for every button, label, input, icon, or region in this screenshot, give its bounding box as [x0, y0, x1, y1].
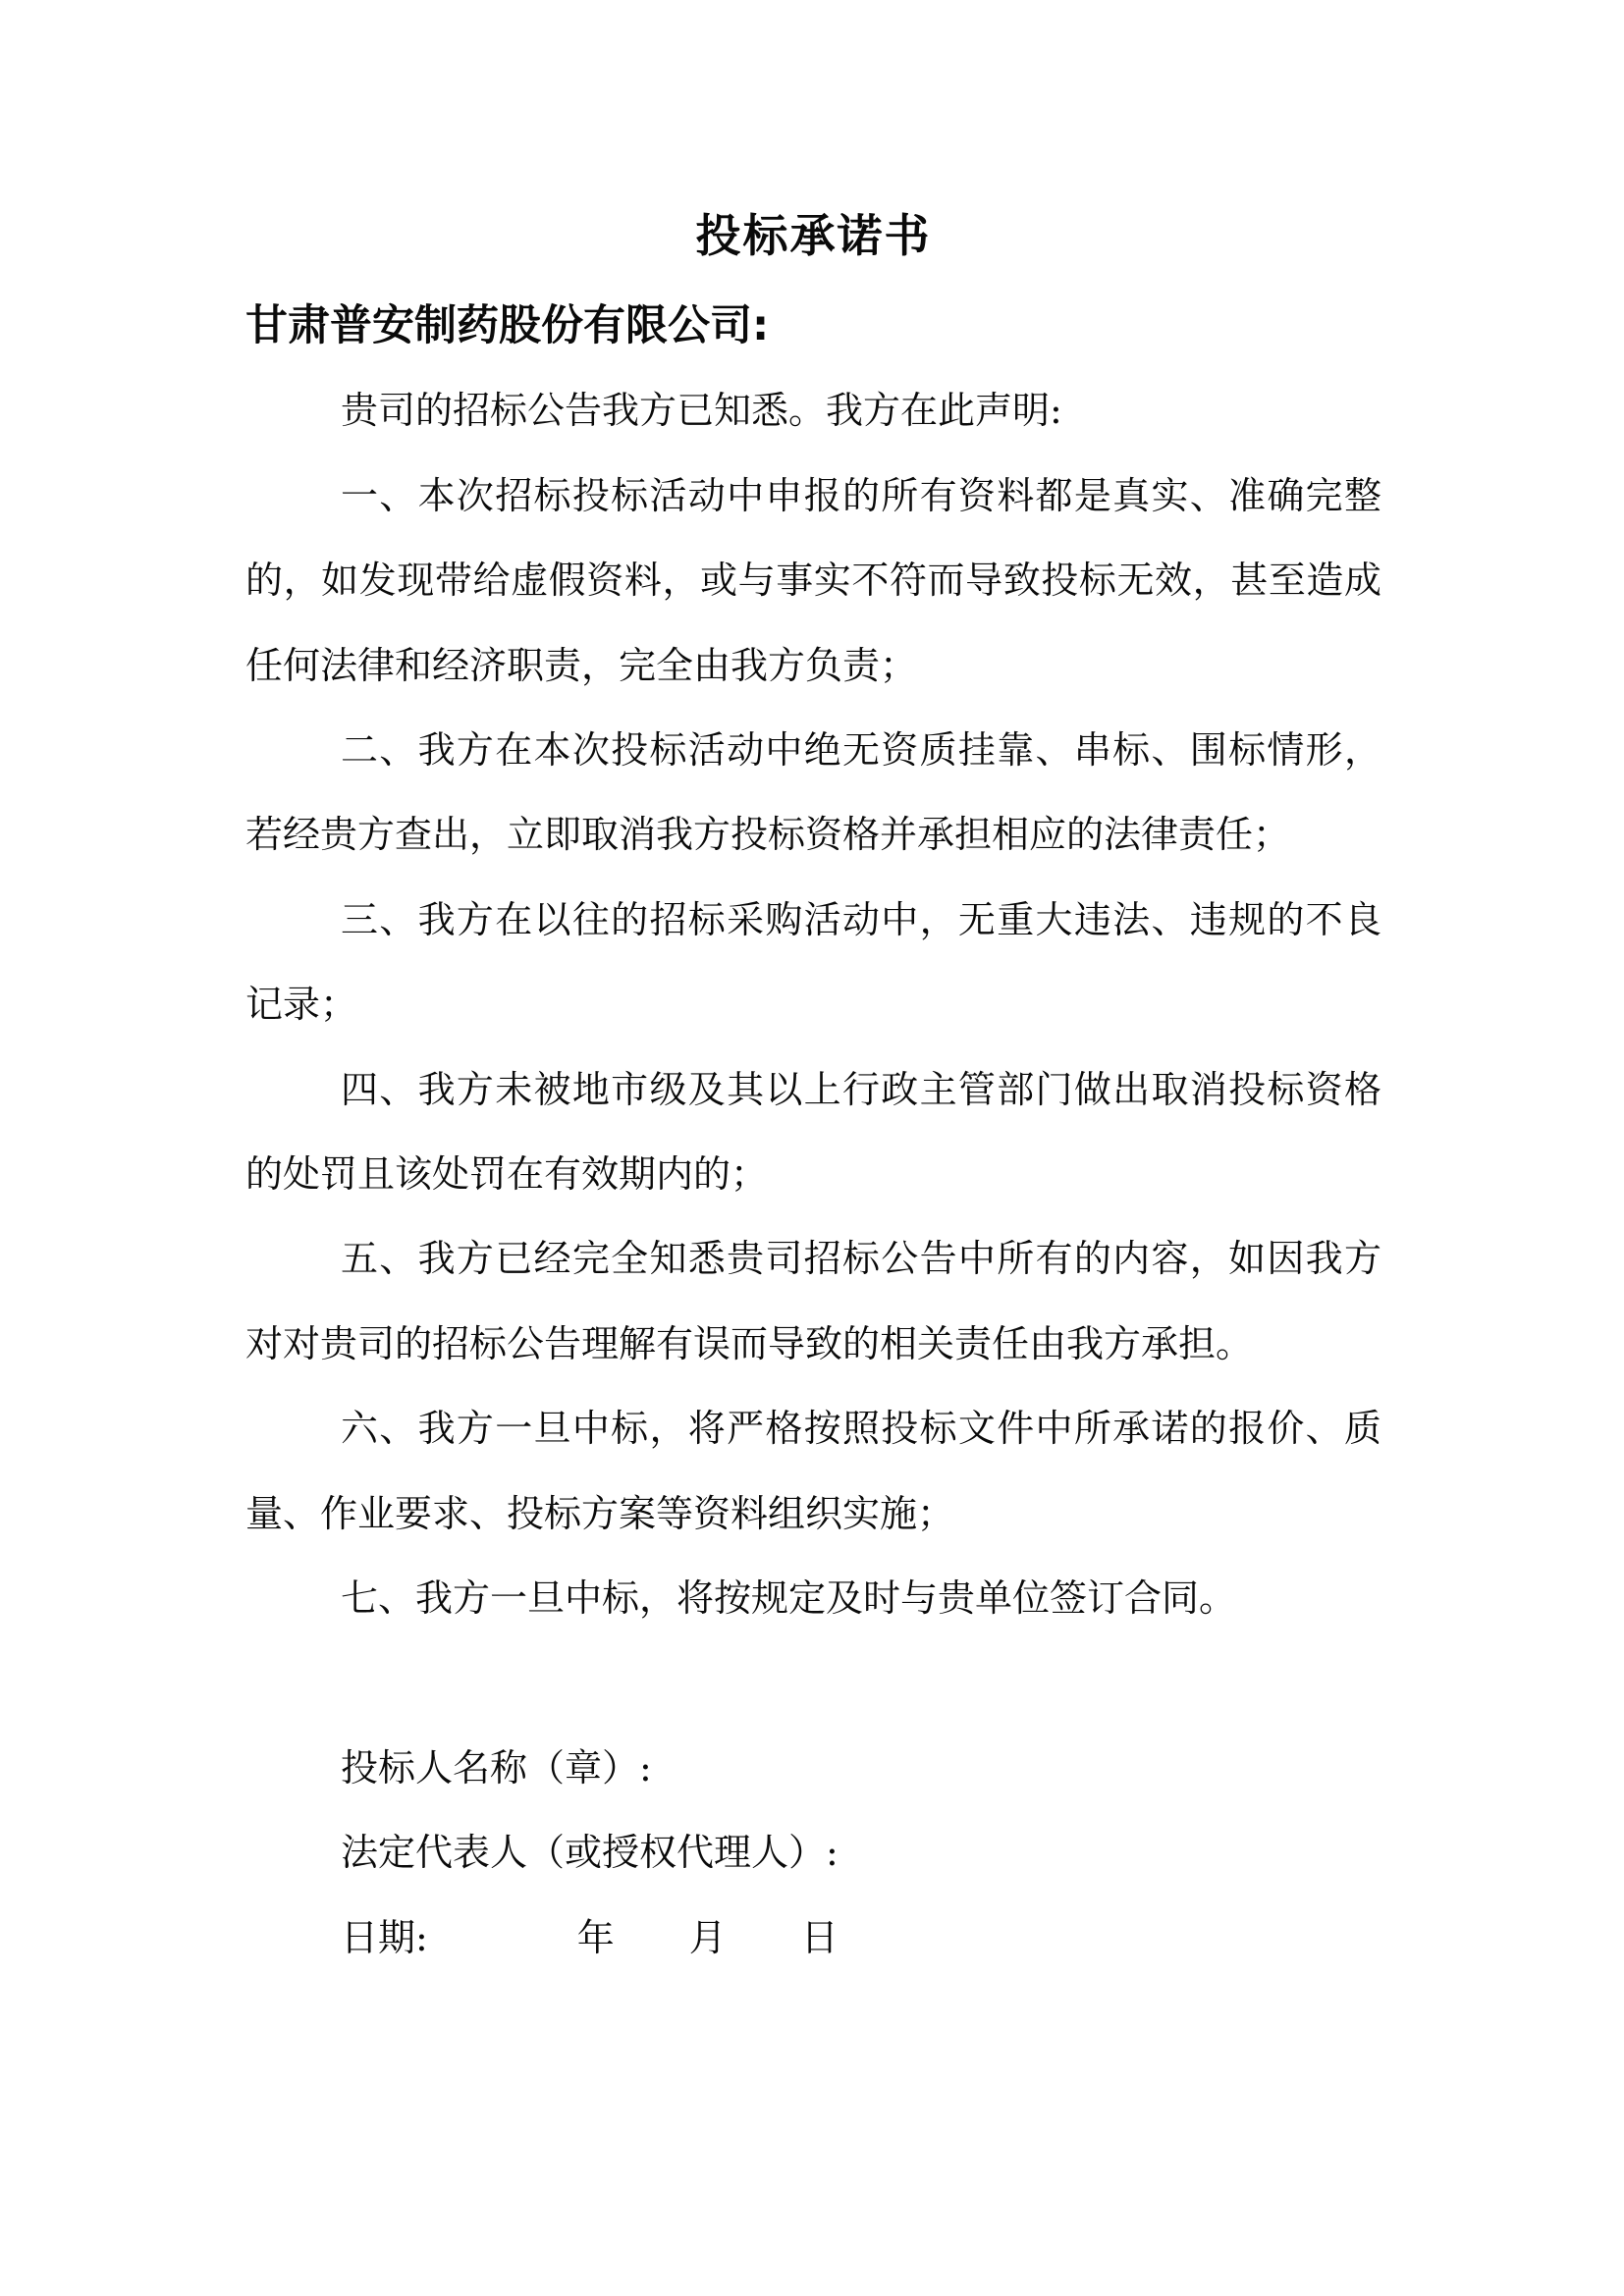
signature-block — [245, 1726, 1381, 1980]
date-line: 日期: 年 月 日 — [341, 1915, 839, 1959]
document-title: 投标承诺书 — [695, 209, 932, 262]
paragraph-line: 任何法律和经济职责，完全由我方负责； — [245, 643, 918, 687]
paragraph-line: 的处罚且该处罚在有效期内的； — [245, 1152, 769, 1197]
document-body — [245, 368, 1381, 1640]
paragraph-line: 对对贵司的招标公告理解有误而导致的相关责任由我方承担。 — [245, 1321, 1254, 1365]
recipient-line: 甘肃普安制药股份有限公司: — [245, 301, 770, 350]
paragraph-line: 若经贵方查出，立即取消我方投标资格并承担相应的法律责任； — [245, 813, 1291, 857]
paragraph-line: 五、我方已经完全知悉贵司招标公告中所有的内容，如因我方 — [341, 1237, 1381, 1281]
paragraph-line: 的，如发现带给虚假资料，或与事实不符而导致投标无效，甚至造成 — [245, 559, 1381, 603]
paragraph-line: 记录； — [245, 983, 358, 1027]
paragraph-line: 量、作业要求、投标方案等资料组织实施； — [245, 1491, 955, 1535]
paragraph-line: 二、我方在本次投标活动中绝无资质挂靠、串标、围标情形， — [341, 728, 1381, 773]
paragraph-line: 一、本次招标投标活动中申报的所有资料都是真实、准确完整 — [341, 473, 1381, 517]
paragraph-line: 六、我方一旦中标，将严格按照投标文件中所承诺的报价、质 — [341, 1407, 1381, 1451]
legal-representative-label: 法定代表人（或授权代理人）: — [341, 1831, 839, 1875]
bidder-name-label: 投标人名称（章）: — [341, 1745, 652, 1789]
paragraph-line: 七、我方一旦中标，将按规定及时与贵单位签订合同。 — [341, 1576, 1237, 1621]
blank-line-spacer — [245, 1641, 1381, 1726]
paragraph-line: 三、我方在以往的招标采购活动中，无重大违法、违规的不良 — [341, 897, 1381, 941]
document-content — [245, 0, 1381, 1980]
paragraph-line: 四、我方未被地市级及其以上行政主管部门做出取消投标资格 — [341, 1067, 1381, 1111]
paragraph-line: 贵司的招标公告我方已知悉。我方在此声明: — [341, 389, 1062, 433]
